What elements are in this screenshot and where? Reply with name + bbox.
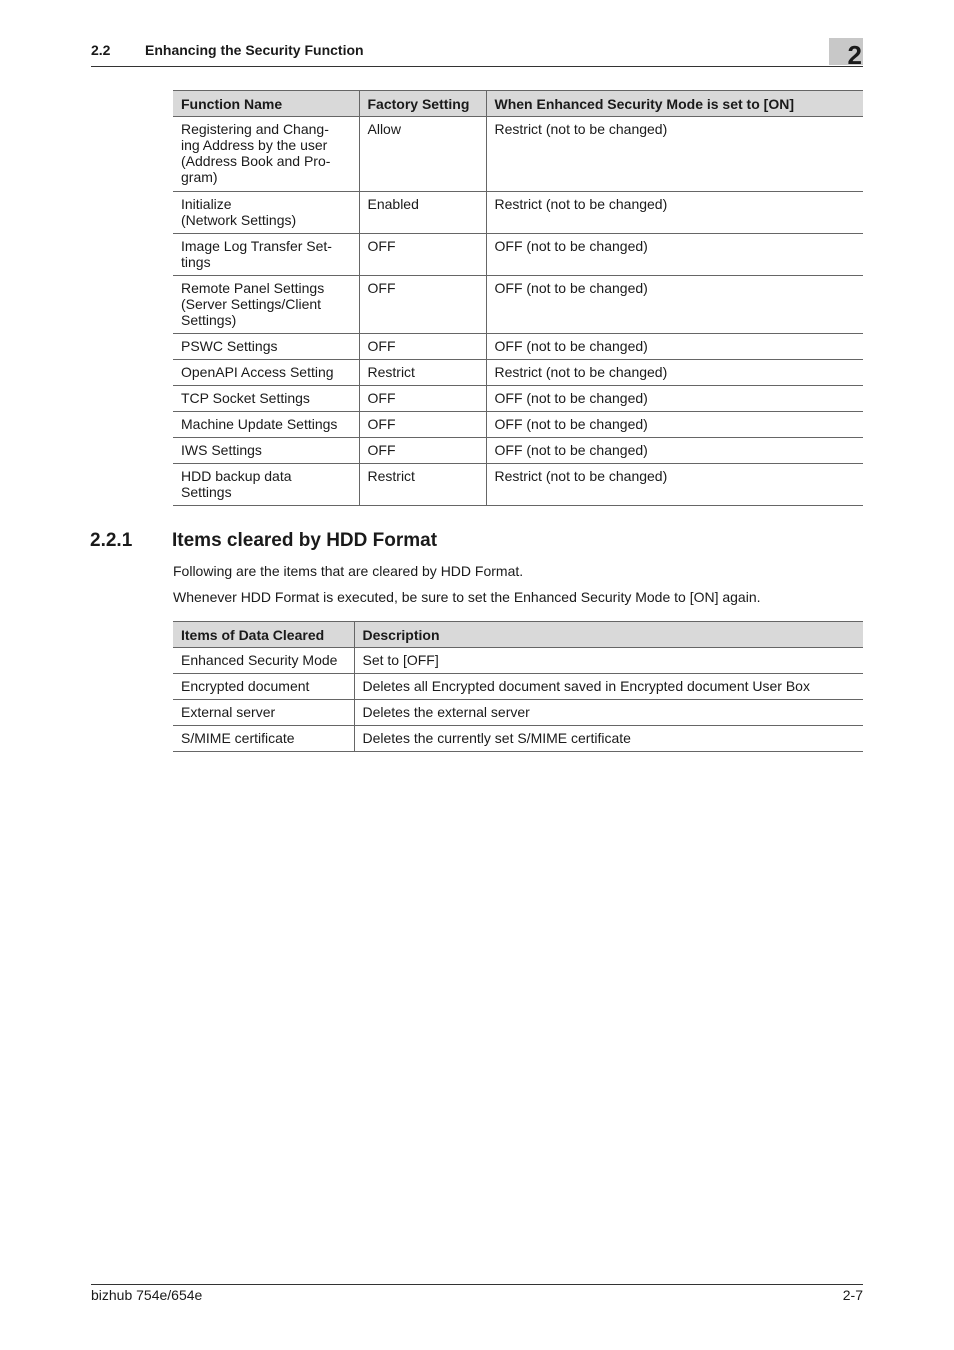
function-name-cell: Initialize (Network Settings) (173, 192, 359, 234)
function-name-cell: Registering and Chang- ing Address by the user (Address Book and Pro- gram) (173, 117, 359, 192)
description-cell: Deletes all Encrypted document saved in Encrypted document User Box (354, 674, 863, 700)
table-row (173, 192, 863, 234)
enhanced-setting-cell: Restrict (not to be changed) (486, 464, 863, 506)
column-header: Description (354, 622, 863, 648)
enhanced-setting-cell: OFF (not to be changed) (486, 234, 863, 276)
enhanced-setting-cell: Restrict (not to be changed) (486, 192, 863, 234)
note-paragraph: Whenever HDD Format is executed, be sure to set the Enhanced Security Mode to [ON] again. (173, 589, 761, 605)
factory-setting-cell: OFF (359, 276, 486, 334)
enhanced-setting-cell: OFF (not to be changed) (486, 438, 863, 464)
function-name-cell: HDD backup data Settings (173, 464, 359, 506)
table-row (173, 726, 863, 752)
item-cell: External server (173, 700, 354, 726)
enhanced-setting-cell: OFF (not to be changed) (486, 412, 863, 438)
table-row (173, 464, 863, 506)
function-name-cell: PSWC Settings (173, 334, 359, 360)
description-cell: Set to [OFF] (354, 648, 863, 674)
column-header: When Enhanced Security Mode is set to [ON] (486, 91, 863, 117)
table-row (173, 412, 863, 438)
table-row (173, 276, 863, 334)
function-name-cell: TCP Socket Settings (173, 386, 359, 412)
enhanced-setting-cell: OFF (not to be changed) (486, 334, 863, 360)
security-settings-table (173, 90, 863, 506)
factory-setting-cell: Enabled (359, 192, 486, 234)
factory-setting-cell: OFF (359, 334, 486, 360)
table-row (173, 674, 863, 700)
enhanced-setting-cell: Restrict (not to be changed) (486, 360, 863, 386)
table-row (173, 234, 863, 276)
factory-setting-cell: OFF (359, 438, 486, 464)
factory-setting-cell: Allow (359, 117, 486, 192)
table-row (173, 334, 863, 360)
page-footer (91, 1284, 863, 1303)
factory-setting-cell: OFF (359, 386, 486, 412)
description-cell: Deletes the currently set S/MIME certificate (354, 726, 863, 752)
chapter-tab (829, 38, 863, 70)
table-row (173, 360, 863, 386)
table-row (173, 386, 863, 412)
factory-setting-cell: Restrict (359, 360, 486, 386)
chapter-number: 2 (847, 40, 862, 70)
page-number: 2-7 (842, 1287, 863, 1303)
column-header: Function Name (173, 91, 359, 117)
function-name-cell: Image Log Transfer Set- tings (173, 234, 359, 276)
table-row (173, 117, 863, 192)
function-name-cell: OpenAPI Access Setting (173, 360, 359, 386)
factory-setting-cell: OFF (359, 234, 486, 276)
item-cell: Encrypted document (173, 674, 354, 700)
column-header: Items of Data Cleared (173, 622, 354, 648)
enhanced-setting-cell: Restrict (not to be changed) (486, 117, 863, 192)
function-name-cell: Machine Update Settings (173, 412, 359, 438)
table-header-row (173, 622, 863, 648)
factory-setting-cell: Restrict (359, 464, 486, 506)
enhanced-setting-cell: OFF (not to be changed) (486, 276, 863, 334)
enhanced-setting-cell: OFF (not to be changed) (486, 386, 863, 412)
subsection-number: 2.2.1 (90, 530, 133, 551)
description-cell: Deletes the external server (354, 700, 863, 726)
table-row (173, 648, 863, 674)
function-name-cell: Remote Panel Settings (Server Settings/Client Settings) (173, 276, 359, 334)
intro-paragraph: Following are the items that are cleared by HDD Format. (173, 563, 524, 579)
section-title: Enhancing the Security Function (145, 42, 364, 58)
subsection-title: Items cleared by HDD Format (172, 530, 438, 551)
product-model: bizhub 754e/654e (91, 1287, 203, 1303)
section-number: 2.2 (91, 42, 111, 58)
item-cell: S/MIME certificate (173, 726, 354, 752)
hdd-format-table (173, 621, 863, 752)
function-name-cell: IWS Settings (173, 438, 359, 464)
page-header (91, 38, 863, 70)
column-header: Factory Setting (359, 91, 486, 117)
table-row (173, 700, 863, 726)
table-row (173, 438, 863, 464)
factory-setting-cell: OFF (359, 412, 486, 438)
item-cell: Enhanced Security Mode (173, 648, 354, 674)
table-header-row (173, 91, 863, 117)
